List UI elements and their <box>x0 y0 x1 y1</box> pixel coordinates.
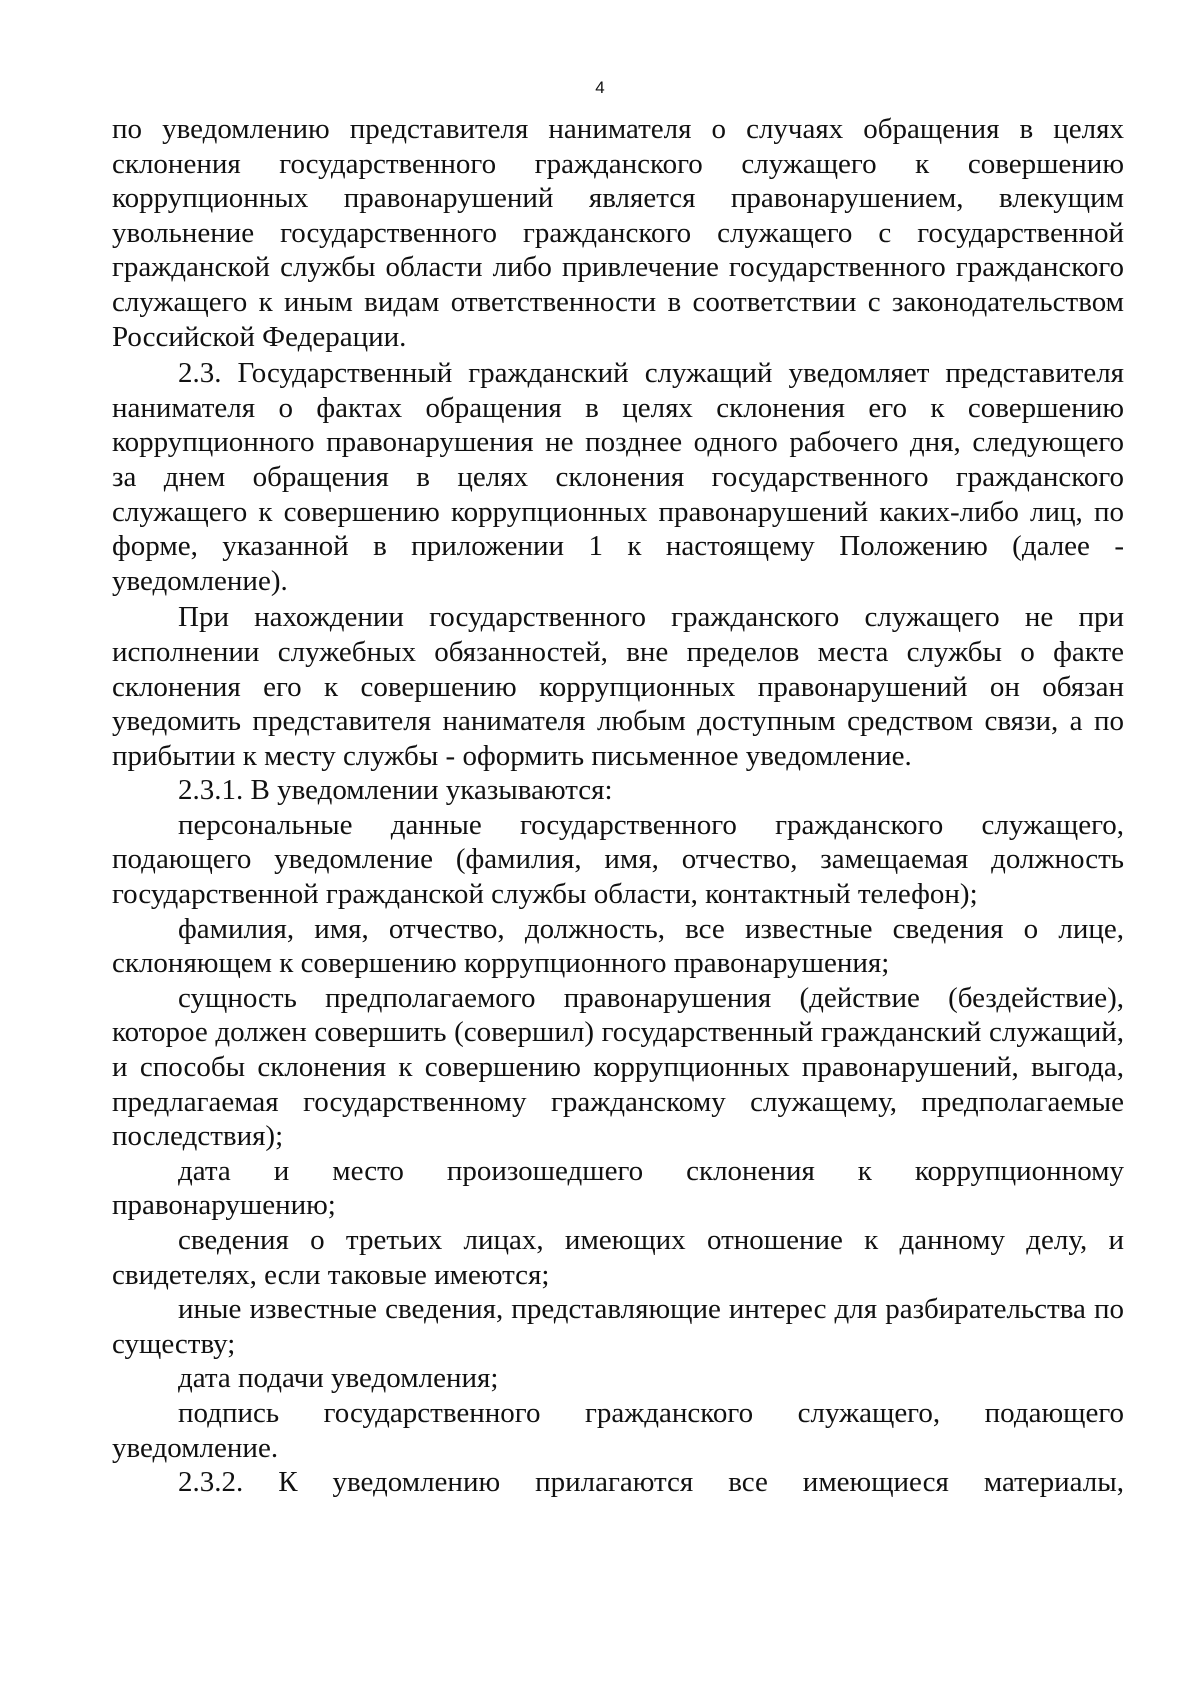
paragraph-2-3-1-heading: 2.3.1. В уведомлении указываются: <box>178 774 613 807</box>
paragraph-2-3: 2.3. Государственный гражданский служащий уведомляет представителя нанимателя о фактах обращения в целях склонения его к совершению коррупционного правонарушения не позднее одного рабочего дня, следующего за днем обращения в целях склонения государственного гражданского служащего к совершению коррупционных правонарушений каких-либо лиц, по форме, указанной в приложении 1 к настоящему Положению (далее - уведомление). <box>112 357 1124 597</box>
paragraph-2-3-2: 2.3.2. К уведомлению прилагаются все имеющиеся материалы, <box>178 1466 1124 1499</box>
item-offense-essence: сущность предполагаемого правонарушения (действие (бездействие), которое должен совершить (совершил) государственный гражданский служащий, и способы склонения к совершению коррупционных правонарушений, выгода, предлагаемая государственному гражданскому служащему, предполагаемые последствия); <box>112 981 1124 1153</box>
item-third-parties: сведения о третьих лицах, имеющих отношение к данному делу, и свидетелях, если таковые имеются; <box>112 1224 1124 1291</box>
paragraph-continuation: по уведомлению представителя нанимателя о случаях обращения в целях склонения государственного гражданского служащего к совершению коррупционных правонарушений является правонарушением, влекущим увольнение государственного гражданского служащего с государственной гражданской службы области либо привлечение государственного гражданского служащего к иным видам ответственности в соответствии с законодательством Российской Федерации. <box>112 113 1124 353</box>
item-signature: подпись государственного гражданского служащего, подающего уведомление. <box>112 1396 1124 1464</box>
item-personal-data: персональные данные государственного гражданского служащего, подающего уведомление (фамилия, имя, отчество, замещаемая должность государственной гражданской службы области, контактный телефон); <box>112 808 1124 911</box>
item-date-place: дата и место произошедшего склонения к коррупционному правонарушению; <box>112 1154 1124 1222</box>
item-submission-date: дата подачи уведомления; <box>178 1362 499 1395</box>
document-body <box>112 112 1124 1500</box>
item-inducer-info: фамилия, имя, отчество, должность, все известные сведения о лице, склоняющем к совершению коррупционного правонарушения; <box>112 912 1124 980</box>
paragraph-absence-notice: При нахождении государственного гражданского служащего не при исполнении служебных обязанностей, вне пределов места службы о факте склонения его к совершению коррупционных правонарушений он обязан уведомить представителя нанимателя любым доступным средством связи, а по прибытии к месту службы - оформить письменное уведомление. <box>112 601 1124 772</box>
page-number: 4 <box>595 78 605 97</box>
item-other-info: иные известные сведения, представляющие интерес для разбирательства по существу; <box>112 1293 1124 1360</box>
